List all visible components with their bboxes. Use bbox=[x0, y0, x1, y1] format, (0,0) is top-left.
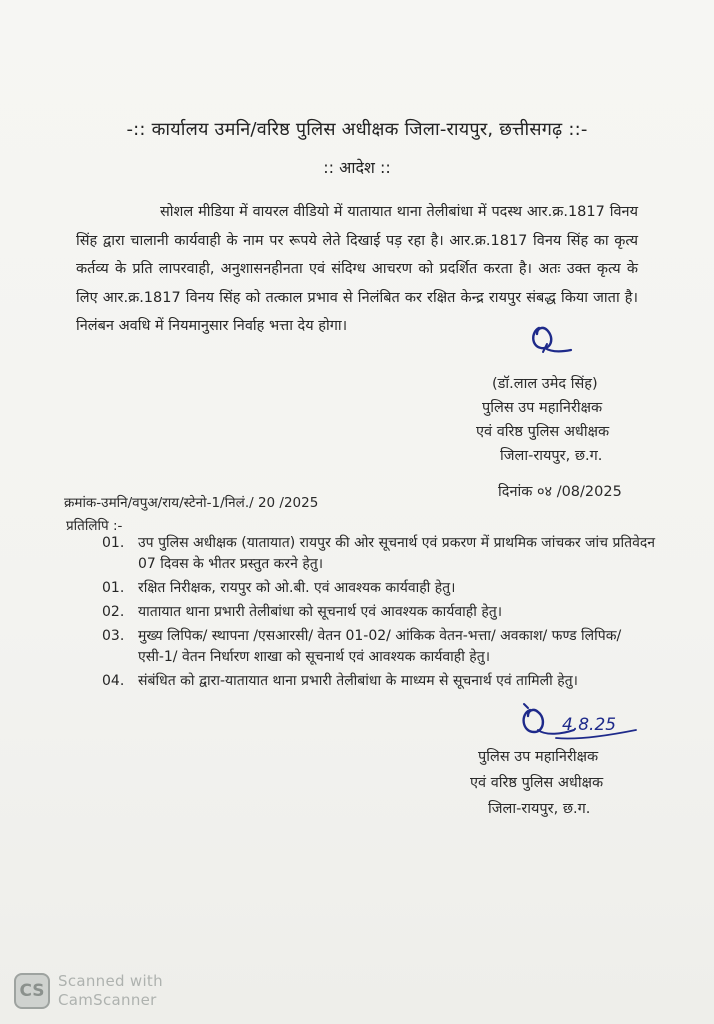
list-item bbox=[102, 626, 662, 668]
signatory-2-block bbox=[470, 744, 603, 822]
signatory-name: (डॉ.लाल उमेद सिंह) bbox=[492, 376, 598, 392]
signatory-2-designation-2: एवं वरिष्ठ पुलिस अधीक्षक bbox=[470, 775, 604, 791]
signature-1-icon bbox=[527, 322, 575, 356]
list-item-number: 01. bbox=[102, 535, 125, 551]
copy-to-list bbox=[102, 533, 662, 695]
list-item-text: उप पुलिस अधीक्षक (यातायात) रायपुर की ओर सूचनार्थ एवं प्रकरण में प्राथमिक जांचकर जांच प्रतिवेदन 07 दिवस के भीतर प्रस्तुत करने हेतु। bbox=[138, 535, 656, 572]
handwritten-signature-1 bbox=[527, 322, 575, 360]
office-header-title: -:: कार्यालय उमनि/वरिष्ठ पुलिस अधीक्षक जिला-रायपुर, छत्तीसगढ़ ::- bbox=[126, 119, 588, 140]
list-item-text: रक्षित निरीक्षक, रायपुर को ओ.बी. एवं आवश्यक कार्यवाही हेतु। bbox=[138, 580, 456, 596]
list-item-text: संबंधित को द्वारा-यातायात थाना प्रभारी तेलीबांधा के माध्यम से सूचनार्थ एवं तामिली हेतु। bbox=[138, 673, 578, 689]
watermark-line-2: CamScanner bbox=[58, 991, 157, 1009]
signatory-district: जिला-रायपुर, छ.ग. bbox=[500, 448, 603, 464]
list-item-number: 04. bbox=[102, 673, 125, 689]
watermark-line-1: Scanned with bbox=[58, 972, 163, 990]
list-item bbox=[102, 578, 662, 599]
order-heading: :: आदेश :: bbox=[323, 158, 391, 177]
order-body-paragraph bbox=[76, 198, 638, 341]
order-body-text: सोशल मीडिया में वायरल वीडियो में यातायात थाना तेलीबांधा में पदस्थ आर.क्र.1817 विनय सिंह द्वारा चालानी कार्यवाही के नाम पर रूपये लेते दिखाई पड़ रहा है। आर.क्र.1817 विनय सिंह का कृत्य कर्तव्य के प्रति लापरवाही, अनुशासनहीनता एवं संदिग्ध आचरण को प्रदर्शित करता है। अतः उक्त कृत्य के लिए आर.क्र.1817 विनय सिंह को तत्काल प्रभाव से निलंबित कर रक्षित केन्द्र रायपुर संबद्ध किया जाता है। निलंबन अवधि में नियमानुसार निर्वाह भत्ता देय होगा। bbox=[76, 204, 638, 334]
camscanner-logo-icon: CS bbox=[14, 973, 50, 1009]
signature-2-icon bbox=[516, 700, 646, 746]
camscanner-watermark bbox=[14, 972, 163, 1010]
copy-to-label: प्रतिलिपि :- bbox=[66, 518, 123, 534]
handwritten-signature-2 bbox=[516, 700, 646, 750]
list-item bbox=[102, 533, 662, 575]
list-item-number: 03. bbox=[102, 628, 125, 644]
list-item-text: मुख्य लिपिक/ स्थापना /एसआरसी/ वेतन 01-02/ आंकिक वेतन-भत्ता/ अवकाश/ फण्ड लिपिक/ एसी-1/ वेतन निर्धारण शाखा को सूचनार्थ एवं आवश्यक कार्यवाही हेतु। bbox=[138, 628, 622, 665]
signature-2-date: 4.8.25 bbox=[562, 715, 617, 735]
signatory-designation: पुलिस उप महानिरीक्षक bbox=[482, 400, 603, 416]
signatory-designation-2: एवं वरिष्ठ पुलिस अधीक्षक bbox=[476, 424, 610, 440]
list-item-number: 01. bbox=[102, 580, 125, 596]
order-date: दिनांक ०४ /08/2025 bbox=[498, 484, 622, 500]
reference-number: क्रमांक-उमनि/वपुअ/राय/स्टेनो-1/निलं./ 20 /2025 bbox=[64, 495, 319, 511]
list-item bbox=[102, 602, 662, 623]
list-item bbox=[102, 671, 662, 692]
watermark-text bbox=[58, 972, 163, 1010]
list-item-text: यातायात थाना प्रभारी तेलीबांधा को सूचनार्थ एवं आवश्यक कार्यवाही हेतु। bbox=[138, 604, 503, 620]
signatory-block bbox=[476, 372, 609, 468]
signatory-2-district: जिला-रायपुर, छ.ग. bbox=[488, 801, 591, 817]
signatory-2-designation: पुलिस उप महानिरीक्षक bbox=[478, 749, 599, 765]
list-item-number: 02. bbox=[102, 604, 125, 620]
